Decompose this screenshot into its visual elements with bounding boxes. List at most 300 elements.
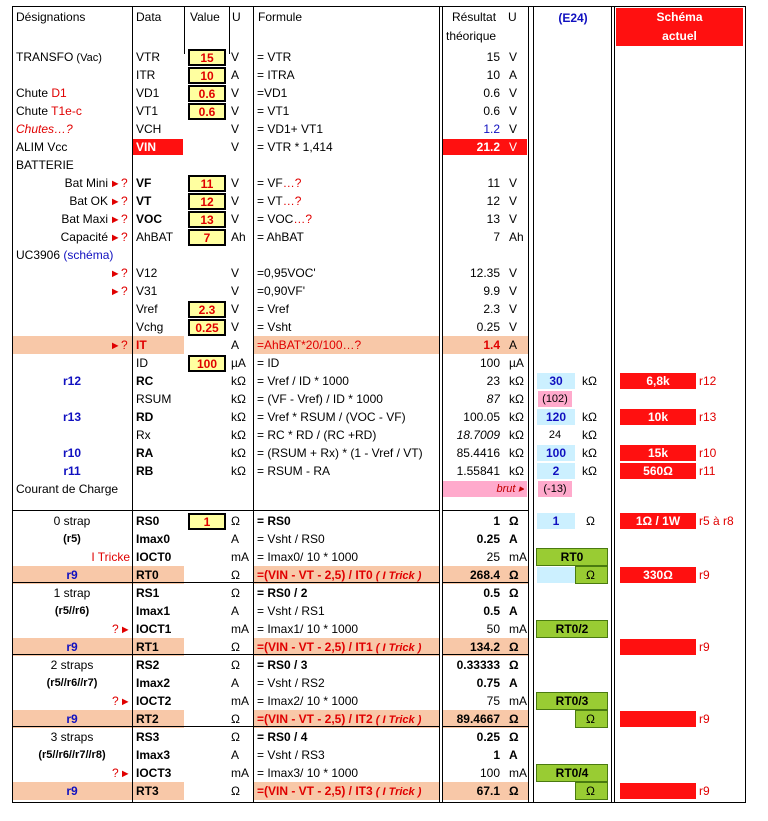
strap-data-symbol: RS2 bbox=[136, 658, 160, 672]
strap-result-unit: Ω bbox=[509, 640, 519, 654]
row-formula bbox=[257, 390, 441, 408]
strap-title: 3 straps bbox=[50, 730, 94, 744]
row-formula bbox=[257, 336, 441, 354]
row-data-symbol: Vchg bbox=[136, 320, 164, 334]
row-result: 1.2 bbox=[483, 122, 500, 136]
row-result-unit: V bbox=[509, 194, 518, 208]
strap-result: 1 bbox=[493, 514, 500, 528]
row-e24-unit: kΩ bbox=[582, 410, 597, 424]
strap-data-symbol: Imax1 bbox=[136, 604, 171, 618]
strap-question-arrow: ▸ bbox=[122, 766, 129, 780]
row-formula bbox=[257, 462, 441, 480]
strap-resistor-label: r9 bbox=[66, 712, 78, 726]
strap-green-unit: Ω bbox=[586, 568, 595, 582]
row-question-arrow: ▸ bbox=[112, 194, 119, 208]
strap-e24-unit: Ω bbox=[586, 514, 595, 528]
row-unit: V bbox=[231, 194, 240, 208]
row-unit: V bbox=[231, 284, 240, 298]
row-value-box: 0.6 bbox=[188, 103, 226, 120]
strap-green-unit: Ω bbox=[586, 784, 595, 798]
row-question-arrow: ▸ bbox=[112, 230, 119, 244]
row-question: ? bbox=[121, 266, 128, 280]
row-designation bbox=[16, 102, 132, 120]
strap-data-symbol: RS0 bbox=[136, 514, 160, 528]
formula-text: = Vsht / RS1 bbox=[257, 604, 325, 618]
trick-note: ( I Trick ) bbox=[372, 714, 422, 726]
row-value-box: 10 bbox=[188, 67, 226, 84]
strap-formula bbox=[257, 656, 441, 674]
row-data-symbol: AhBAT bbox=[136, 230, 174, 244]
row-value-box: 7 bbox=[188, 229, 226, 246]
row-formula bbox=[257, 102, 441, 120]
formula-text: = (VF - Vref) / ID * 1000 bbox=[257, 392, 383, 406]
strap-green-cell: RT0/2 bbox=[536, 620, 608, 638]
row-data-symbol: RSUM bbox=[136, 392, 172, 406]
strap-resistor-label: r9 bbox=[66, 784, 78, 798]
row-data-symbol: RD bbox=[136, 410, 154, 424]
row-result-unit: A bbox=[509, 68, 518, 82]
strap-question: ? bbox=[112, 766, 119, 780]
row-question: ? bbox=[121, 212, 128, 226]
row-question: ? bbox=[121, 338, 128, 352]
row-value-box: 12 bbox=[188, 193, 226, 210]
row-result: 2.3 bbox=[483, 302, 500, 316]
row-e24: 2 bbox=[552, 464, 560, 478]
strap-formula bbox=[257, 746, 441, 764]
row-schema-label: r11 bbox=[699, 464, 716, 478]
trick-note: ( I Trick ) bbox=[372, 786, 422, 798]
strap-formula bbox=[257, 620, 441, 638]
row-question-arrow: ▸ bbox=[112, 284, 119, 298]
formula-text: =(VIN - VT - 2,5) / IT2 bbox=[257, 712, 373, 726]
row-data-symbol: VT1 bbox=[136, 104, 159, 118]
strap-result-unit: Ω bbox=[509, 658, 519, 672]
row-resistor-label: r13 bbox=[62, 410, 82, 424]
row-result: 0.25 bbox=[476, 320, 500, 334]
row-e24: 24 bbox=[548, 429, 562, 441]
strap-unit: mA bbox=[231, 694, 249, 708]
formula-text: = Vref * RSUM / (VOC - VF) bbox=[257, 410, 406, 424]
row-formula bbox=[257, 372, 441, 390]
row-designation: Capacité bbox=[60, 230, 108, 244]
strap-formula bbox=[257, 692, 441, 710]
strap-title: 1 strap bbox=[53, 586, 91, 600]
row-question: ? bbox=[121, 194, 128, 208]
strap-result-unit: A bbox=[509, 748, 518, 762]
strap-result: 25 bbox=[486, 550, 500, 564]
grid-line bbox=[229, 6, 230, 54]
row-result: brut ▸ bbox=[496, 483, 524, 495]
formula-text: =0,90VF' bbox=[257, 284, 305, 298]
row-value-box: 2.3 bbox=[188, 301, 226, 318]
row-result: 87 bbox=[486, 392, 500, 406]
row-unit: V bbox=[231, 50, 240, 64]
formula-text: = VT1 bbox=[257, 104, 290, 118]
strap-unit: Ω bbox=[231, 568, 240, 582]
formula-text: = Imax0/ 10 * 1000 bbox=[257, 550, 359, 564]
designation-qualifier: (schéma) bbox=[63, 248, 114, 262]
strap-sub: (r5) bbox=[63, 533, 81, 545]
grid-line bbox=[533, 6, 534, 802]
row-result-unit: kΩ bbox=[509, 446, 524, 460]
row-result: 100 bbox=[479, 356, 500, 370]
formula-text: = VOC bbox=[257, 212, 294, 226]
e24-fill bbox=[537, 567, 575, 583]
row-formula bbox=[257, 300, 441, 318]
row-result: 85.4416 bbox=[456, 446, 500, 460]
row-unit: V bbox=[231, 266, 240, 280]
strap-unit: A bbox=[231, 748, 240, 762]
strap-unit: Ω bbox=[231, 730, 240, 744]
section-line bbox=[253, 510, 439, 511]
row-question: ? bbox=[121, 230, 128, 244]
row-unit: A bbox=[231, 338, 240, 352]
header-resultat: Résultat bbox=[452, 10, 497, 24]
section-line bbox=[253, 654, 439, 655]
row-e24-unit: kΩ bbox=[582, 446, 597, 460]
row-schema: 15k bbox=[647, 446, 669, 460]
formula-text: = VD1+ VT1 bbox=[257, 122, 324, 136]
section-line bbox=[442, 726, 528, 727]
row-formula bbox=[257, 264, 441, 282]
strap-formula bbox=[257, 728, 441, 746]
row-question-arrow: ▸ bbox=[112, 338, 119, 352]
strap-result: 50 bbox=[486, 622, 500, 636]
designation-text: UC3906 bbox=[16, 248, 64, 262]
row-e24-unit: kΩ bbox=[582, 428, 597, 442]
strap-sub: (r5//r6//r7//r8) bbox=[38, 749, 106, 761]
strap-unit: mA bbox=[231, 550, 249, 564]
row-result: 0.6 bbox=[483, 104, 500, 118]
row-formula bbox=[257, 282, 441, 300]
row-designation: Bat Mini bbox=[64, 176, 108, 190]
row-result-unit: V bbox=[509, 176, 518, 190]
row-e24: (102) bbox=[542, 393, 568, 405]
row-result-unit: V bbox=[509, 140, 518, 154]
row-formula bbox=[257, 174, 441, 192]
strap-question: ? bbox=[112, 694, 119, 708]
strap-result: 0.25 bbox=[476, 730, 500, 744]
row-unit: V bbox=[231, 86, 240, 100]
row-data-symbol: V12 bbox=[136, 266, 158, 280]
row-data-symbol: VD1 bbox=[136, 86, 160, 100]
header-unit2: U bbox=[508, 10, 517, 24]
strap-unit: A bbox=[231, 532, 240, 546]
row-resistor-label: r10 bbox=[62, 446, 82, 460]
strap-unit: Ω bbox=[231, 514, 240, 528]
row-unit: V bbox=[231, 104, 240, 118]
formula-text: =(VIN - VT - 2,5) / IT0 bbox=[257, 568, 373, 582]
formula-text: = ITRA bbox=[257, 68, 295, 82]
row-value-box: 11 bbox=[188, 175, 226, 192]
strap-unit: mA bbox=[231, 622, 249, 636]
grid-line bbox=[439, 6, 440, 802]
strap-formula bbox=[257, 584, 441, 602]
strap-schema-label: r9 bbox=[699, 712, 710, 726]
row-formula bbox=[257, 228, 441, 246]
section-line bbox=[442, 582, 528, 583]
strap-result: 1 bbox=[493, 748, 500, 762]
row-e24: 120 bbox=[545, 410, 567, 424]
row-result: 7 bbox=[493, 230, 500, 244]
row-formula bbox=[257, 192, 441, 210]
strap-data-symbol: RT1 bbox=[136, 640, 159, 654]
strap-question-arrow: ▸ bbox=[122, 694, 129, 708]
row-schema-label: r10 bbox=[699, 446, 717, 460]
row-unit: µA bbox=[231, 356, 246, 370]
strap-result-unit: Ω bbox=[509, 730, 519, 744]
row-result-unit: V bbox=[509, 86, 518, 100]
strap-result: 134.2 bbox=[469, 640, 500, 654]
row-result: 12 bbox=[486, 194, 500, 208]
row-formula bbox=[257, 138, 441, 156]
strap-result-unit: Ω bbox=[509, 784, 519, 798]
strap-result: 0.25 bbox=[476, 532, 500, 546]
strap-data-symbol: RT0 bbox=[136, 568, 159, 582]
section-line bbox=[442, 510, 528, 511]
row-result: 1.55841 bbox=[456, 464, 500, 478]
row-question-arrow: ▸ bbox=[112, 176, 119, 190]
formula-text: = Vref / ID * 1000 bbox=[257, 374, 349, 388]
row-result-unit: V bbox=[509, 284, 518, 298]
row-result-unit: V bbox=[509, 122, 518, 136]
grid-line bbox=[253, 6, 254, 802]
designation-qualifier: Chutes…? bbox=[16, 122, 73, 136]
row-data-symbol: V31 bbox=[136, 284, 158, 298]
strap-unit: Ω bbox=[231, 640, 240, 654]
row-formula bbox=[257, 210, 441, 228]
row-data-symbol: IT bbox=[136, 338, 147, 352]
strap-unit: Ω bbox=[231, 586, 240, 600]
header-data: Data bbox=[136, 10, 162, 24]
strap-formula bbox=[257, 530, 441, 548]
row-result: 10 bbox=[486, 68, 500, 82]
row-unit: kΩ bbox=[231, 428, 246, 442]
header-designations: Désignations bbox=[16, 10, 86, 24]
strap-result-unit: Ω bbox=[509, 514, 519, 528]
row-result-unit: kΩ bbox=[509, 410, 524, 424]
strap-data-symbol: IOCT3 bbox=[136, 766, 172, 780]
row-data-symbol: VIN bbox=[136, 140, 157, 154]
strap-data-symbol: RS1 bbox=[136, 586, 160, 600]
row-formula bbox=[257, 66, 441, 84]
strap-result-unit: A bbox=[509, 604, 518, 618]
strap-result: 75 bbox=[486, 694, 500, 708]
formula-text: = AhBAT bbox=[257, 230, 304, 244]
row-result: 13 bbox=[486, 212, 500, 226]
grid-line bbox=[611, 6, 612, 802]
header-schema-line2: actuel bbox=[662, 29, 697, 43]
row-unit: A bbox=[231, 68, 240, 82]
formula-text: = VTR bbox=[257, 50, 292, 64]
row-result-unit: V bbox=[509, 212, 518, 226]
designation-text: TRANSFO bbox=[16, 50, 74, 64]
row-result-unit: µA bbox=[509, 356, 524, 370]
strap-data-symbol: IOCT0 bbox=[136, 550, 172, 564]
row-question-arrow: ▸ bbox=[112, 212, 119, 226]
row-value-box: 0.6 bbox=[188, 85, 226, 102]
strap-result-unit: mA bbox=[509, 766, 527, 780]
strap-data-symbol: RT3 bbox=[136, 784, 159, 798]
row-data-symbol: Vref bbox=[136, 302, 158, 316]
row-data-symbol: Rx bbox=[136, 428, 151, 442]
row-result: 21.2 bbox=[476, 140, 500, 154]
row-resistor-label: r11 bbox=[63, 464, 81, 478]
row-question-arrow: ▸ bbox=[112, 266, 119, 280]
formula-text: = RS0 / 3 bbox=[257, 658, 308, 672]
grid-line bbox=[745, 6, 746, 802]
row-data-symbol: VCH bbox=[136, 122, 162, 136]
row-formula bbox=[257, 408, 441, 426]
formula-text: = (RSUM + Rx) * (1 - Vref / VT) bbox=[257, 446, 423, 460]
formula-text: =AhBAT*20/100…? bbox=[257, 338, 362, 352]
trick-note: ( I Trick ) bbox=[372, 570, 422, 582]
strap-result: 0.5 bbox=[483, 586, 500, 600]
row-unit: kΩ bbox=[231, 410, 246, 424]
row-designation: Bat Maxi bbox=[61, 212, 108, 226]
row-e24-unit: kΩ bbox=[582, 464, 597, 478]
row-result-unit: kΩ bbox=[509, 392, 524, 406]
row-formula bbox=[257, 120, 441, 138]
formula-text: = Vsht / RS0 bbox=[257, 532, 325, 546]
grid-line bbox=[442, 6, 443, 802]
row-designation bbox=[16, 120, 132, 138]
designation-text: Chute bbox=[16, 86, 52, 100]
row-schema-label: r12 bbox=[699, 374, 717, 388]
grid-line bbox=[12, 6, 13, 802]
strap-result-unit: mA bbox=[509, 550, 527, 564]
formula-text: =(VIN - VT - 2,5) / IT1 bbox=[257, 640, 373, 654]
row-unit: V bbox=[231, 176, 240, 190]
grid-line bbox=[132, 6, 133, 802]
formula-text: = Vsht bbox=[257, 320, 292, 334]
row-formula bbox=[257, 354, 441, 372]
strap-question-arrow: ▸ bbox=[122, 622, 129, 636]
row-formula bbox=[257, 444, 441, 462]
row-result-unit: A bbox=[509, 338, 518, 352]
formula-question: …? bbox=[282, 194, 302, 208]
row-data-symbol: VF bbox=[136, 176, 152, 190]
strap-schema: 1Ω / 1W bbox=[635, 514, 681, 528]
strap-result-unit: Ω bbox=[509, 586, 519, 600]
row-designation: Bat OK bbox=[69, 194, 108, 208]
row-schema: 560Ω bbox=[643, 464, 673, 478]
strap-unit: Ω bbox=[231, 784, 240, 798]
strap-result: 100 bbox=[479, 766, 500, 780]
row-result-unit: V bbox=[509, 104, 518, 118]
formula-text: = RS0 / 2 bbox=[257, 586, 308, 600]
strap-data-symbol: RT2 bbox=[136, 712, 159, 726]
schema-fill bbox=[620, 711, 696, 727]
formula-text: = RSUM - RA bbox=[257, 464, 331, 478]
strap-formula bbox=[257, 512, 441, 530]
strap-schema-label: r9 bbox=[699, 640, 710, 654]
strap-green-cell: RT0/3 bbox=[536, 692, 608, 710]
strap-formula bbox=[257, 764, 441, 782]
strap-value-box: 1 bbox=[188, 513, 226, 530]
strap-result-unit: mA bbox=[509, 622, 527, 636]
formula-question: …? bbox=[293, 212, 313, 226]
designation-qualifier: D1 bbox=[51, 86, 67, 100]
section-line bbox=[442, 654, 528, 655]
formula-text: = ID bbox=[257, 356, 280, 370]
row-result: 9.9 bbox=[483, 284, 500, 298]
row-unit: V bbox=[231, 212, 240, 226]
row-value-box: 100 bbox=[188, 355, 226, 372]
header-e24: (E24) bbox=[558, 11, 588, 25]
formula-text: = Imax3/ 10 * 1000 bbox=[257, 766, 359, 780]
strap-green-unit: Ω bbox=[586, 712, 595, 726]
row-data-symbol: VTR bbox=[136, 50, 160, 64]
strap-result: 67.1 bbox=[476, 784, 500, 798]
row-data-symbol: VT bbox=[136, 194, 152, 208]
designation-text: Courant de Charge bbox=[16, 482, 119, 496]
trick-note: ( I Trick ) bbox=[372, 642, 422, 654]
header-value: Value bbox=[190, 10, 220, 24]
row-unit: Ah bbox=[231, 230, 246, 244]
designation-text: Chute bbox=[16, 104, 52, 118]
strap-e24: 1 bbox=[552, 514, 560, 528]
formula-text: = Vref bbox=[257, 302, 289, 316]
row-value-box: 0.25 bbox=[188, 319, 226, 336]
section-line bbox=[253, 582, 439, 583]
strap-sub: (r5//r6) bbox=[54, 605, 90, 617]
strap-result: 0.33333 bbox=[456, 658, 500, 672]
formula-text: = VF bbox=[257, 176, 283, 190]
strap-result: 268.4 bbox=[469, 568, 500, 582]
grid-line bbox=[528, 6, 529, 802]
row-formula bbox=[257, 426, 441, 444]
formula-text: = RS0 bbox=[257, 514, 291, 528]
strap-schema-label: r9 bbox=[699, 568, 710, 582]
header-unit: U bbox=[232, 10, 241, 24]
strap-question: ? bbox=[112, 622, 119, 636]
row-result: 11 bbox=[487, 176, 500, 190]
formula-text: = RS0 / 4 bbox=[257, 730, 308, 744]
strap-unit: Ω bbox=[231, 712, 240, 726]
row-unit: kΩ bbox=[231, 464, 246, 478]
row-unit: kΩ bbox=[231, 446, 246, 460]
row-unit: kΩ bbox=[231, 392, 246, 406]
row-unit: V bbox=[231, 122, 240, 136]
row-unit: V bbox=[231, 140, 240, 154]
strap-result-unit: mA bbox=[509, 694, 527, 708]
row-result: 18.7009 bbox=[456, 428, 500, 442]
row-e24-unit: kΩ bbox=[582, 374, 597, 388]
grid-line bbox=[12, 802, 746, 803]
strap-unit: A bbox=[231, 676, 240, 690]
strap-data-symbol: Imax0 bbox=[136, 532, 171, 546]
formula-text: =VD1 bbox=[257, 86, 288, 100]
strap-data-symbol: Imax2 bbox=[136, 676, 171, 690]
row-result-unit: V bbox=[509, 50, 518, 64]
row-schema: 6,8k bbox=[646, 374, 670, 388]
formula-text: = VT bbox=[257, 194, 283, 208]
formula-text: = Vsht / RS2 bbox=[257, 676, 325, 690]
strap-result: 0.75 bbox=[476, 676, 500, 690]
formula-text: = RC * RD / (RC +RD) bbox=[257, 428, 377, 442]
row-formula bbox=[257, 48, 441, 66]
row-result: 0.6 bbox=[483, 86, 500, 100]
row-question: ? bbox=[121, 176, 128, 190]
strap-formula bbox=[257, 602, 441, 620]
row-designation bbox=[16, 84, 132, 102]
row-data-symbol: RC bbox=[136, 374, 154, 388]
row-result-unit: kΩ bbox=[509, 374, 524, 388]
row-data-symbol: RB bbox=[136, 464, 154, 478]
header-schema-line1: Schéma bbox=[656, 10, 703, 24]
formula-question: …? bbox=[282, 176, 302, 190]
